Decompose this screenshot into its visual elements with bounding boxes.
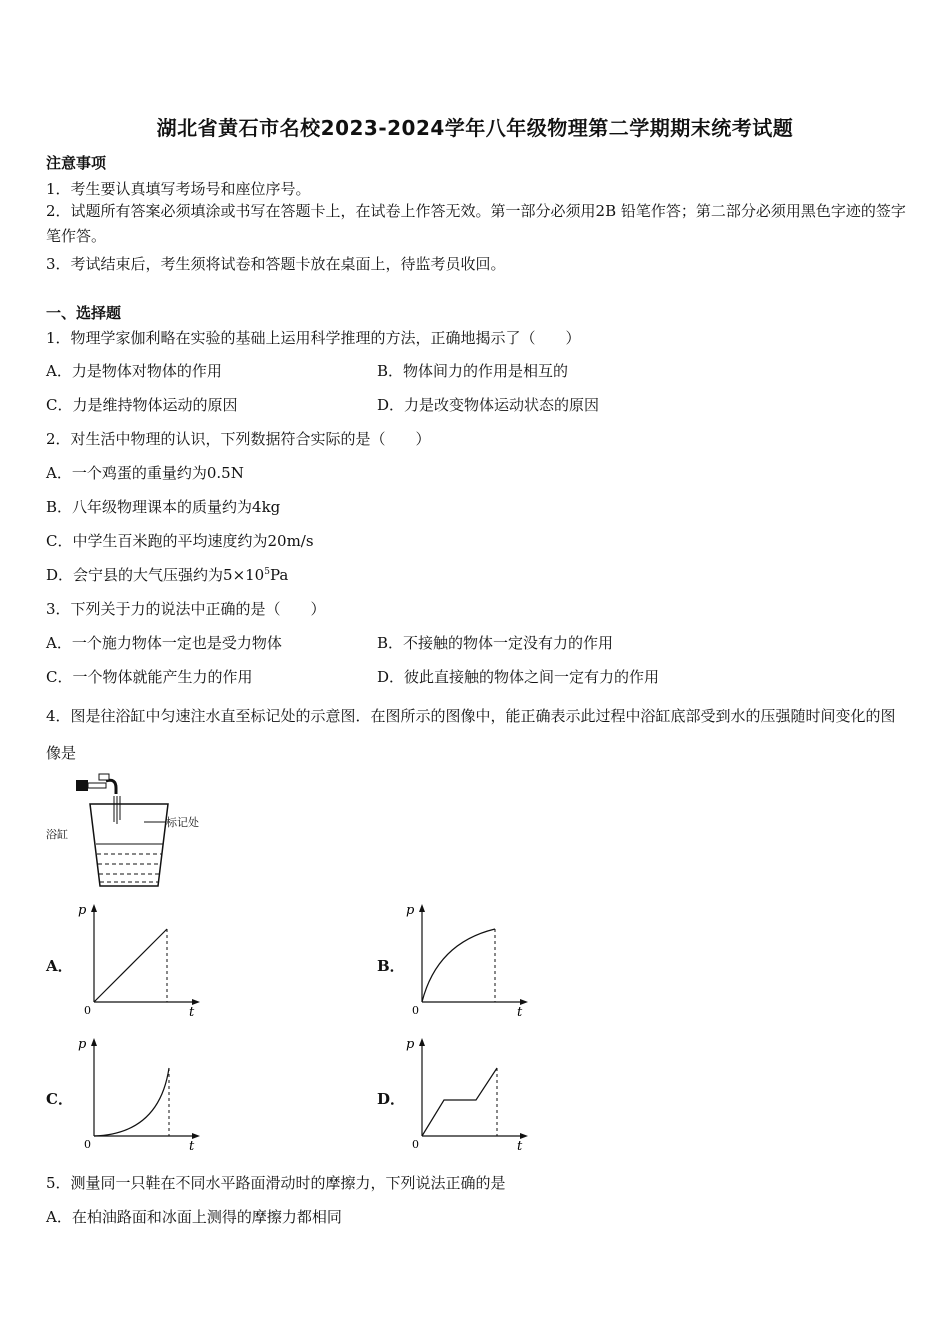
section-heading: 一、选择题 <box>46 304 122 322</box>
graph-option-a-label: A． <box>46 957 73 975</box>
tub-label: 浴缸 <box>46 828 68 841</box>
origin: 0 <box>412 1004 419 1017</box>
graph-option-d-label: D． <box>377 1090 406 1108</box>
question-1-option-d: D．力是改变物体运动状态的原因 <box>377 396 600 414</box>
notice-item: 1．考生要认真填写考场号和座位序号。 <box>46 180 311 198</box>
graph-c <box>74 1032 214 1154</box>
notice-heading: 注意事项 <box>46 154 107 172</box>
graph-option-b-label: B． <box>377 957 405 975</box>
question-2-stem: 2．对生活中物理的认识，下列数据符合实际的是（ ） <box>46 430 431 448</box>
question-1-stem: 1．物理学家伽利略在实验的基础上运用科学推理的方法，正确地揭示了（ ） <box>46 329 581 347</box>
question-3-option-d: D．彼此直接触的物体之间一定有力的作用 <box>377 668 660 686</box>
axis-t: t <box>189 1139 195 1154</box>
question-2-option-c: C．中学生百米跑的平均速度约为20m/s <box>46 532 314 550</box>
exponent: 5 <box>264 567 270 577</box>
question-3-option-b: B．不接触的物体一定没有力的作用 <box>377 634 614 652</box>
question-5-option-a: A．在柏油路面和冰面上测得的摩擦力都相同 <box>46 1208 342 1226</box>
question-1-option-b: B．物体间力的作用是相互的 <box>377 362 569 380</box>
axis-p: p <box>406 1037 415 1052</box>
question-5-stem: 5．测量同一只鞋在不同水平路面滑动时的摩擦力，下列说法正确的是 <box>46 1174 506 1192</box>
option-d-unit: Pa <box>269 566 289 584</box>
axis-t: t <box>189 1005 195 1020</box>
graph-d <box>402 1032 542 1154</box>
graph-b <box>402 898 542 1020</box>
question-2-option-b: B．八年级物理课本的质量约为4kg <box>46 498 281 516</box>
bathtub-figure <box>44 772 214 892</box>
notice-item: 2．试题所有答案必须填涂或书写在答题卡上，在试卷上作答无效。第一部分必须用2B 铅笔作答；第二部分必须用黑色字迹的签字笔作答。 <box>46 202 906 245</box>
axis-p: p <box>406 903 415 918</box>
question-1-option-a: A．力是物体对物体的作用 <box>46 362 222 380</box>
origin: 0 <box>84 1138 91 1151</box>
question-3-option-c: C．一个物体就能产生力的作用 <box>46 668 253 686</box>
question-1-option-c: C．力是维持物体运动的原因 <box>46 396 238 414</box>
question-3-stem: 3．下列关于力的说法中正确的是（ ） <box>46 600 326 618</box>
axis-t: t <box>517 1005 523 1020</box>
origin: 0 <box>84 1004 91 1017</box>
axis-t: t <box>517 1139 523 1154</box>
notice-item: 3．考试结束后，考生须将试卷和答题卡放在桌面上，待监考员收回。 <box>46 255 506 273</box>
page-title: 湖北省黄石市名校2023-2024学年八年级物理第二学期期末统考试题 <box>156 116 794 140</box>
question-2-option-d <box>46 564 288 585</box>
question-2-option-a: A．一个鸡蛋的重量约为0.5N <box>46 464 244 482</box>
graph-option-c-label: C． <box>46 1090 73 1108</box>
axis-p: p <box>78 1037 87 1052</box>
option-d-text: D．会宁县的大气压强约为5×10 <box>46 566 265 584</box>
graph-a <box>74 898 214 1020</box>
question-4-stem: 4．图是往浴缸中匀速注水直至标记处的示意图．在图所示的图像中，能正确表示此过程中浴缸底部受到水的压强随时间变化的图像是 <box>46 707 896 762</box>
question-3-option-a: A．一个施力物体一定也是受力物体 <box>46 634 282 652</box>
mark-label: 标记处 <box>166 816 199 829</box>
origin: 0 <box>412 1138 419 1151</box>
axis-p: p <box>78 903 87 918</box>
